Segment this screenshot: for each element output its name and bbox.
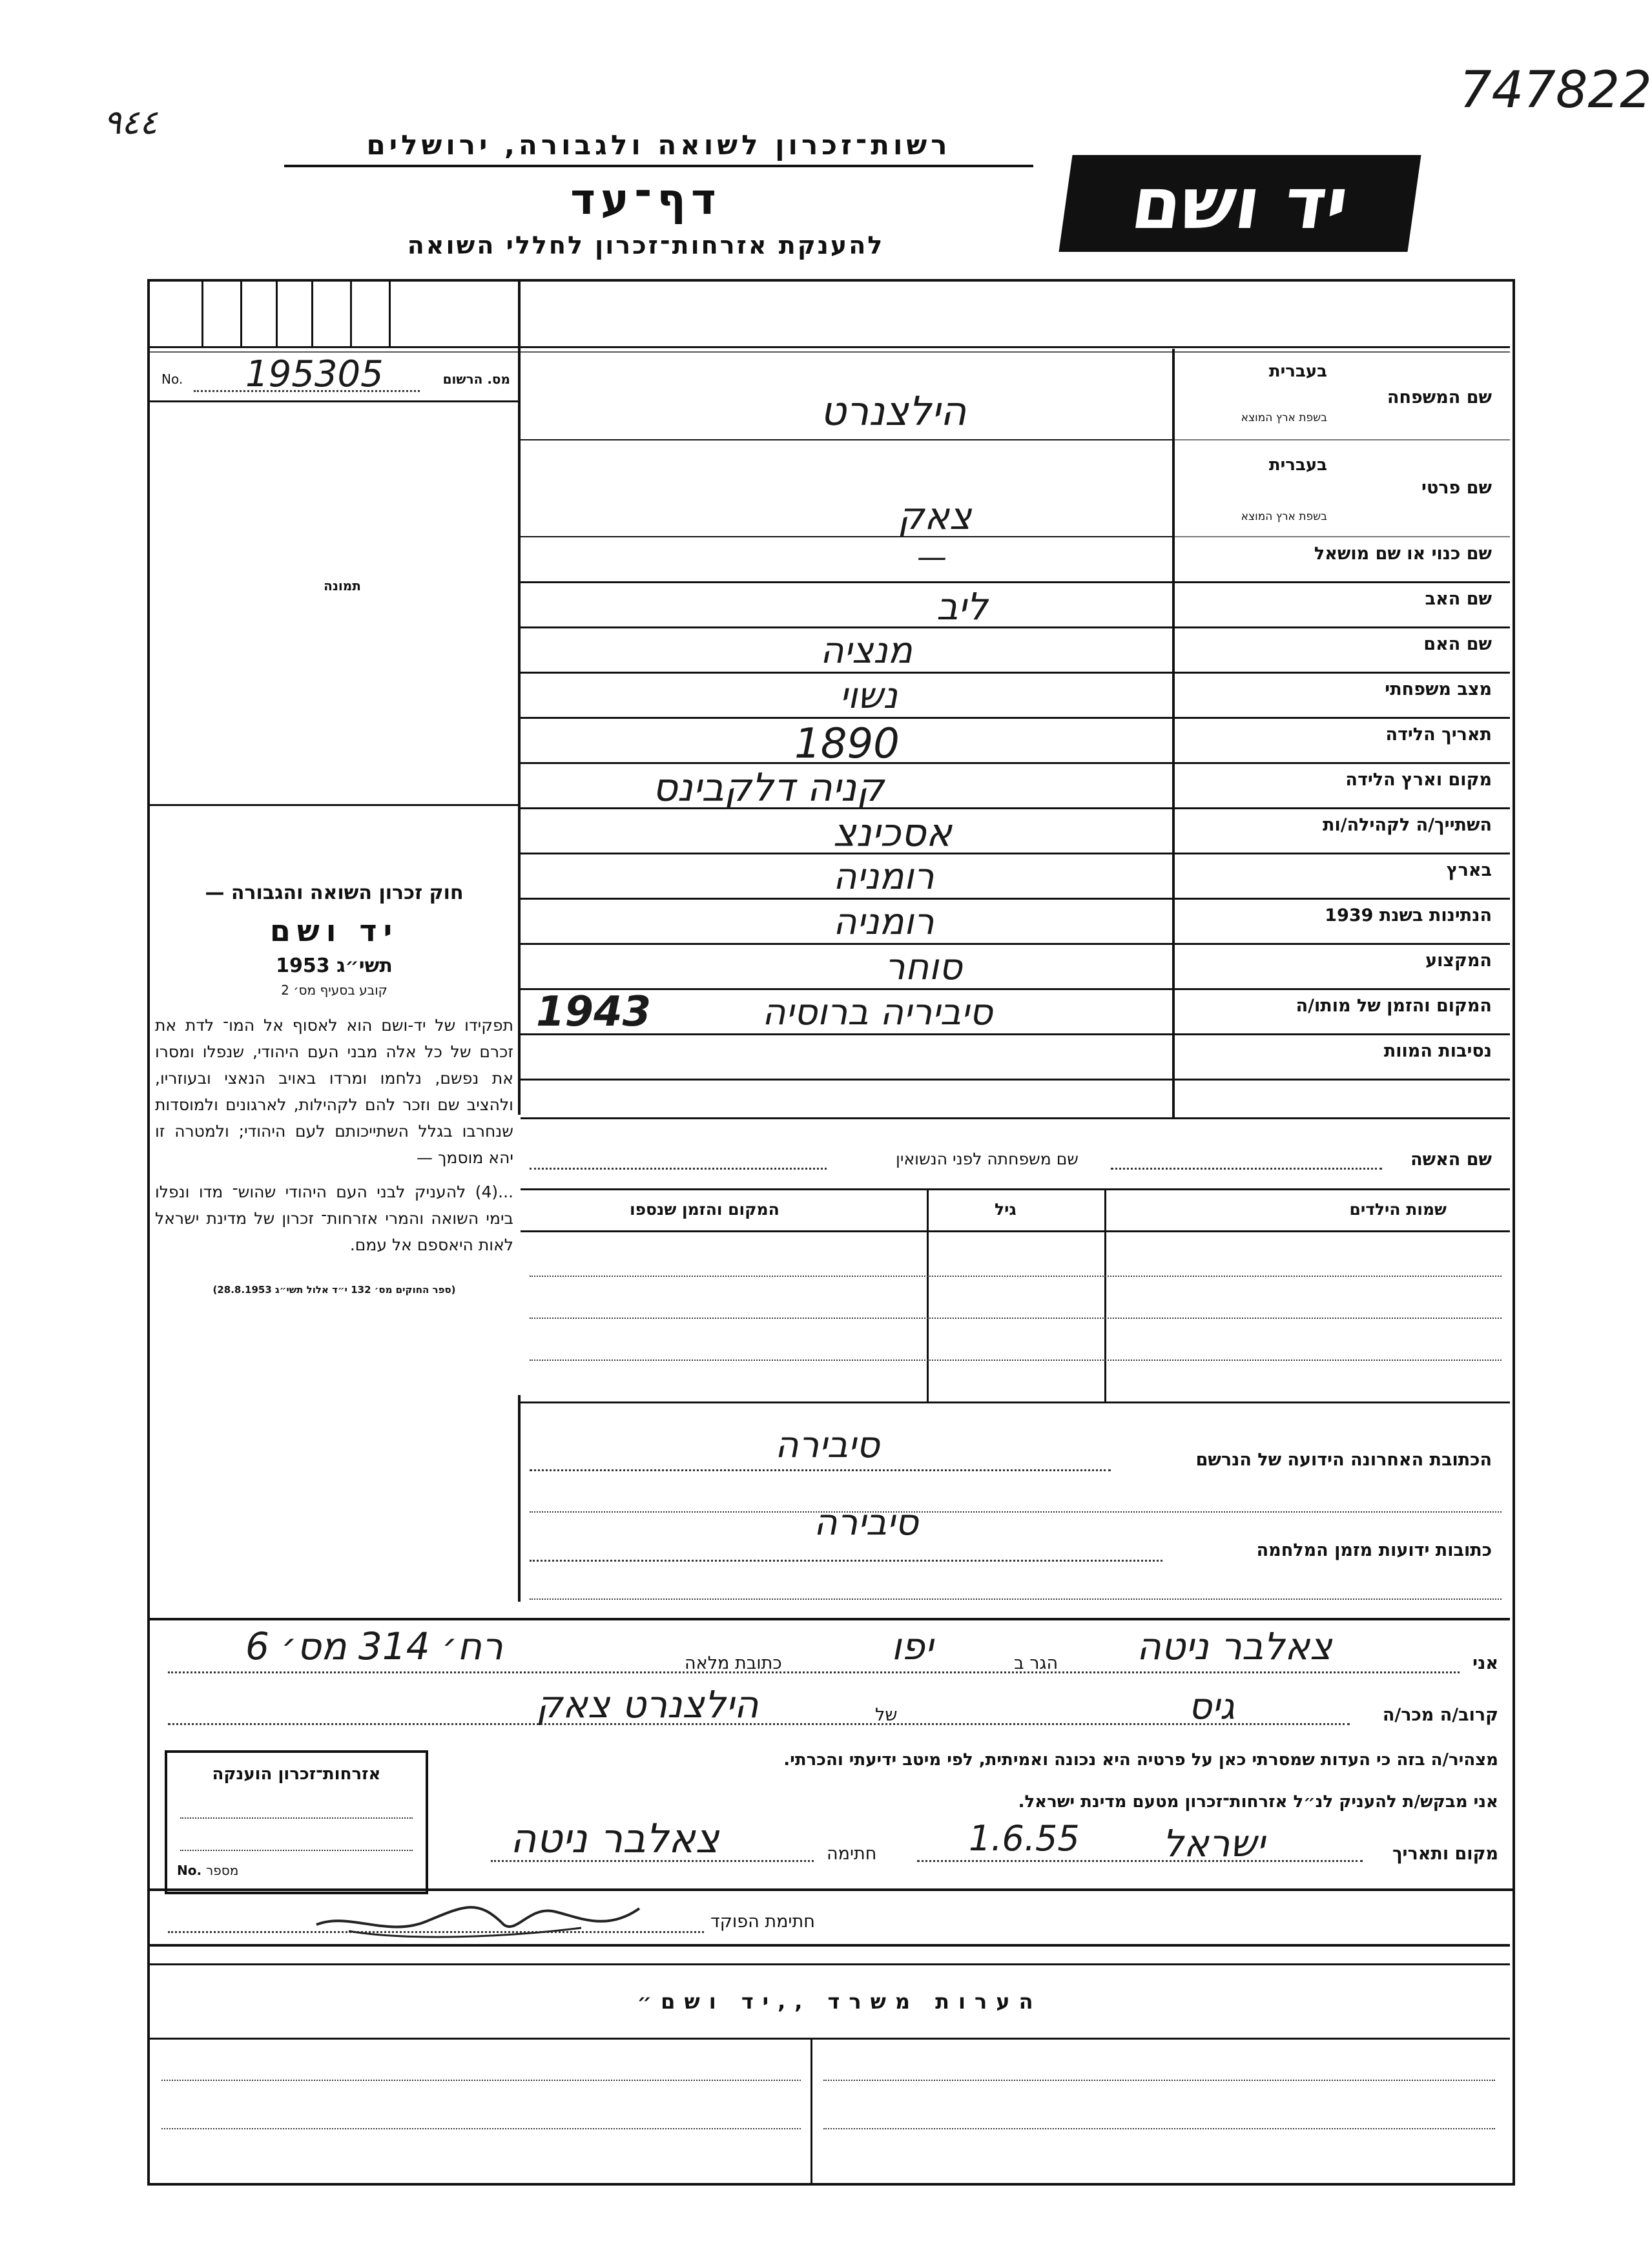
place-date-label: מקום ותאריך <box>1392 1844 1498 1864</box>
first-name-value: צאק <box>898 494 972 538</box>
first-name-label: שם פרטי <box>1421 478 1492 498</box>
father-value: ליב <box>936 584 988 628</box>
marital-status-value: נשוי <box>840 675 898 717</box>
signature-label: חתימה <box>827 1844 877 1864</box>
law-title: חוק זכרון השואה והגבורה — <box>205 882 464 904</box>
declarant-i-label: אני <box>1472 1653 1498 1673</box>
profession-value: סוחר <box>885 946 962 988</box>
community-label: השתייך/ה לקהילה/ות <box>1323 815 1492 835</box>
law-reference: (ספר החוקים מס׳ 132 י״ד אלול תשי״ג 28.8.1953) <box>212 1284 456 1296</box>
photo-label: תמונה <box>324 578 361 594</box>
date-value: 1.6.55 <box>969 1818 1080 1859</box>
father-label: שם האב <box>1425 589 1492 609</box>
children-place-header: המקום והזמן שנספו <box>630 1200 780 1219</box>
authority-title: רשות־זכרון לשואה ולגבורה, ירושלים <box>284 129 1033 167</box>
surname-hebrew-sub: בעברית <box>1268 362 1327 381</box>
registration-label: מס. הרשום <box>442 371 510 387</box>
office-notes-title: הערות משרד ,,יד ושם״ <box>637 1989 1042 2014</box>
wife-label: שם האשה <box>1410 1150 1492 1170</box>
corner-note-right: 747822 <box>1460 61 1652 119</box>
death-place-value: סיביריה ברוסיה <box>762 991 993 1033</box>
country-label: בארץ <box>1446 860 1492 880</box>
stamp-box-number-label: מספר <box>206 1863 239 1878</box>
officer-signature-label: חתימת הפוקד <box>710 1912 815 1932</box>
law-year: תשי״ג 1953 <box>276 955 393 977</box>
law-box <box>155 882 513 1296</box>
form-subtitle: להענקת אזרחות־זכרון לחללי השואה <box>407 231 885 260</box>
surname-label: שם המשפחה <box>1387 388 1492 408</box>
of-name-value: הילצנרט צאק <box>536 1682 759 1726</box>
birthplace-label: מקום וארץ הלידה <box>1345 770 1492 790</box>
top-grid <box>150 282 518 346</box>
registration-no-label: No. <box>161 371 183 387</box>
relation-value: גיס <box>1188 1686 1235 1728</box>
circumstances-label: נסיבות המוות <box>1383 1041 1492 1061</box>
surname-origin-sub: בשפת ארץ המוצא <box>1241 411 1327 424</box>
country-value: רומניה <box>833 856 934 898</box>
citizenship-value: רומניה <box>833 901 934 943</box>
birthdate-value: 1890 <box>794 720 900 768</box>
surname-value: הילצנרט <box>820 388 967 435</box>
declarant-signature: צאלבר ניטה <box>510 1815 719 1862</box>
declarant-name: צאלבר ניטה <box>1137 1624 1332 1668</box>
corner-note-left: ٩٤٤ <box>103 103 158 142</box>
living-label: הגר ב <box>1014 1653 1058 1673</box>
maiden-name-label: שם משפחתה לפני הנשואין <box>896 1150 1079 1168</box>
law-clause: קובע בסעיף מס׳ 2 <box>281 982 387 998</box>
mother-label: שם האם <box>1423 634 1492 654</box>
last-address-label: הכתובת האחרונה הידועה של הנרשם <box>1195 1450 1492 1470</box>
first-hebrew-sub: בעברית <box>1268 455 1327 475</box>
law-paragraph-2: ...(4) להעניק לבני העם היהודי שהוש־ מדו ונפלו בימי השואה והמרי אזרחות־ זכרון של מדינת ישראל לאות היאספם אל עמם. <box>155 1183 513 1254</box>
war-address-value: סיבירה <box>814 1502 918 1544</box>
birthdate-label: תאריך הלידה <box>1385 725 1492 745</box>
citizenship-stamp-box <box>165 1750 428 1894</box>
relation-label: קרוב/ה מכר/ה <box>1382 1705 1498 1725</box>
stamp-box-title: אזרחות־זכרון הוענקה <box>212 1764 381 1784</box>
living-value: יפו <box>891 1624 933 1668</box>
form-title: דף־עד <box>570 174 721 224</box>
children-names-header: שמות הילדים <box>1349 1200 1447 1219</box>
request-text: אני מבקש/ת להעניק לנ״ל אזרחות־זכרון מטעם מדינת ישראל. <box>1018 1792 1498 1812</box>
officer-signature-scribble <box>310 1886 646 1944</box>
mother-value: מנציה <box>820 630 913 672</box>
nickname-value: — <box>917 539 947 574</box>
place-value: ישראל <box>1162 1821 1265 1865</box>
children-age-header: גיל <box>995 1200 1017 1219</box>
registration-number: 195305 <box>245 353 384 395</box>
marital-status-label: מצב משפחתי <box>1385 679 1492 699</box>
law-paragraph-1: תפקידו של יד-ושם הוא לאסוף אל המו־ לדת את זכרם של כל אלה מבני העם היהודי, שנפלו ומסרו את נפשם, נלחמו ומרדו באויב הנאצי ובעוזריו, ולהציב שם וזכר להם לקהילות, לארגונים ולמוסדות שנחרבו בגלל השתייכותם לעם היהודי; ולמטרה זו יהא מוסמך — <box>155 1016 513 1167</box>
stamp-box-no: No. <box>177 1863 202 1878</box>
declaration-text: מצהיר/ה בזה כי העדות שמסרתי כאן על פרטיה היא נכונה ואמיתית, לפי מיטב ידיעתי והכרתי. <box>783 1750 1498 1770</box>
war-address-label: כתובות ידועות מזמן המלחמה <box>1256 1540 1492 1560</box>
of-label: של <box>875 1705 898 1725</box>
full-address-value: רח׳ 314 מס׳ 6 <box>245 1624 503 1668</box>
yad-vashem-logo: יד ושם <box>1058 155 1421 252</box>
full-address-label: כתובת מלאה <box>685 1653 782 1673</box>
nickname-label: שם כנוי או שם מושאל <box>1314 544 1492 564</box>
community-value: אסכינצ <box>833 811 952 856</box>
law-name: יד ושם <box>269 913 399 948</box>
citizenship-label: הנתינות בשנת 1939 <box>1325 905 1492 926</box>
death-year-value: 1943 <box>536 988 652 1036</box>
birthplace-value: קניה דלקבינס <box>652 765 884 811</box>
first-origin-sub: בשפת ארץ המוצא <box>1241 510 1327 523</box>
profession-label: המקצוע <box>1425 951 1492 971</box>
death-label: המקום והזמן של מותו/ה <box>1296 996 1492 1016</box>
last-address-value: סיבירה <box>775 1424 880 1466</box>
